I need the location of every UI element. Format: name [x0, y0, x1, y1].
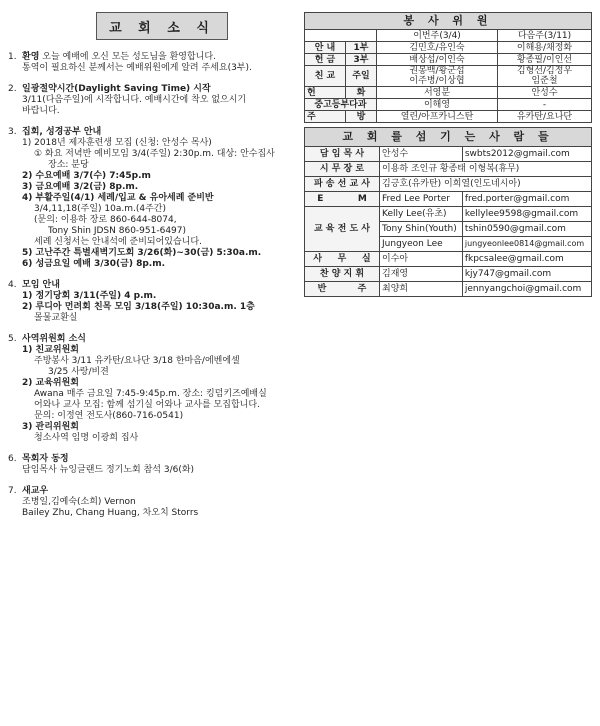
news-welcome: 1. 환영 오늘 예배에 오신 모든 성도님을 환영합니다. 통역이 필요하신 분께서는 예배위원에게 알려 주세요(3부). [8, 52, 252, 73]
news-title: 교 회 소 식 [96, 12, 228, 40]
table-row: Tony Shin(Youth) tshin0590@gmail.com [305, 222, 592, 237]
col-this-week: 이번주(3/4) [377, 30, 498, 42]
news-pastor: 6. 목회자 동정 담임목사 뉴잉글랜드 정기노회 참석 3/6(화) [8, 454, 195, 475]
table-row: E M Fred Lee Porter fred.porter@gmail.com [305, 192, 592, 207]
service-title: 봉 사 위 원 [305, 13, 592, 30]
news-gatherings: 4. 모임 안내 1) 정기당회 3/11(주일) 4 p.m. 2) 루디아 먼려회 친목 모임 3/18(주일) 10:30a.m. 1층 몰물교환실 [8, 280, 255, 323]
people-table [304, 127, 592, 297]
news-committees: 5. 사역위원회 소식 1) 친교위원회 주방봉사 3/11 유카탄/요나단 3/18 한마음/에벤에셀 3/25 사랑/비젼 2) 교육위원회 Awana 매주 금요일 7:45-9:45p.m. 장소: 킹덤키즈예배실 어와나 교사 모집: 함께 섬기실 어와나 교사를 모집합니다. 문의: 이정연 전도사(860-716-0541) 3) 관리위원회 청소사역 임명 이광희 집사 [8, 334, 267, 443]
table-row: 파 송 선 교 사 김긍호(유카탄) 이희열(인도네시아) [305, 177, 592, 192]
news-dst: 2. 일광절약시간(Daylight Saving Time) 시작 3/11(다음주일)에 시작합니다. 예배시간에 착오 없으시기 바랍니다. [8, 84, 247, 116]
table-row: 시 무 장 로 이용하 조인규 황종태 이형복(휴무) [305, 162, 592, 177]
table-row: 반 주 최양희 jennyangchoi@gmail.com [305, 282, 592, 297]
news-meetings: 3. 집회, 성경공부 안내 1) 2018년 제자훈련생 모집 (신청: 안성수 목사) ① 화요 저녁반 예비모임 3/4(주일) 2:30p.m. 대상: 안수집사 장소: 분당 2) 수요예배 3/7(수) 7:45p.m 3) 금요예배 3/2(금) 8p.m. 4) 부활주일(4/1) 세례/입교 & 유아세례 준비반 3/4,11,18(주일) 10a.m.(4주간) (문의: 이용하 장로 860-644-8074, Tony Shin JDSN 860-951-6497) 세례 신청서는 안내석에 준비되어있습니다. 5) 고난주간 특별새벽기도회 3/26(화)~30(금) 5:30a.m. 6) 성금요일 예배 3/30(금) 8p.m. [8, 127, 275, 269]
col-next-week: 다음주(3/11) [498, 30, 592, 42]
table-row: 사 무 실 이수아 fkpcsalee@gmail.com [305, 252, 592, 267]
table-row: 교 육 전 도 사 Kelly Lee(유초) kellylee9598@gmail.com [305, 207, 592, 222]
table-row: 담 임 목 사 안성수 swbts2012@gmail.com [305, 147, 592, 162]
people-title: 교 회 를 섬 기 는 사 람 들 [305, 128, 592, 147]
side-panel [304, 12, 592, 297]
table-row: Jungyeon Lee jungyeonlee0814@gmail.com [305, 237, 592, 252]
table-row: 찬 양 지 휘 김재영 kjy747@gmail.com [305, 267, 592, 282]
service-table: 봉 사 위 원 이번주(3/4) 다음주(3/11) 안 내 1부 김민호/유인숙 이해용/채정화 헌 금 3부 배상섭/이인숙 황종필/이인선 친 교 주일 권봉백/황군섭 이주병/이상협 김형선/김정우 임준철 헌 화 서영분 안성수 중고등부다과 이해영 - 주 방 열린/아프카니스탄 유카탄/요나단 [304, 12, 592, 123]
church-news [8, 12, 294, 519]
news-newcomers: 7. 새교우 조병일,김예숙(소희) Vernon Bailey Zhu, Chang Huang, 차오치 Storrs [8, 486, 199, 518]
